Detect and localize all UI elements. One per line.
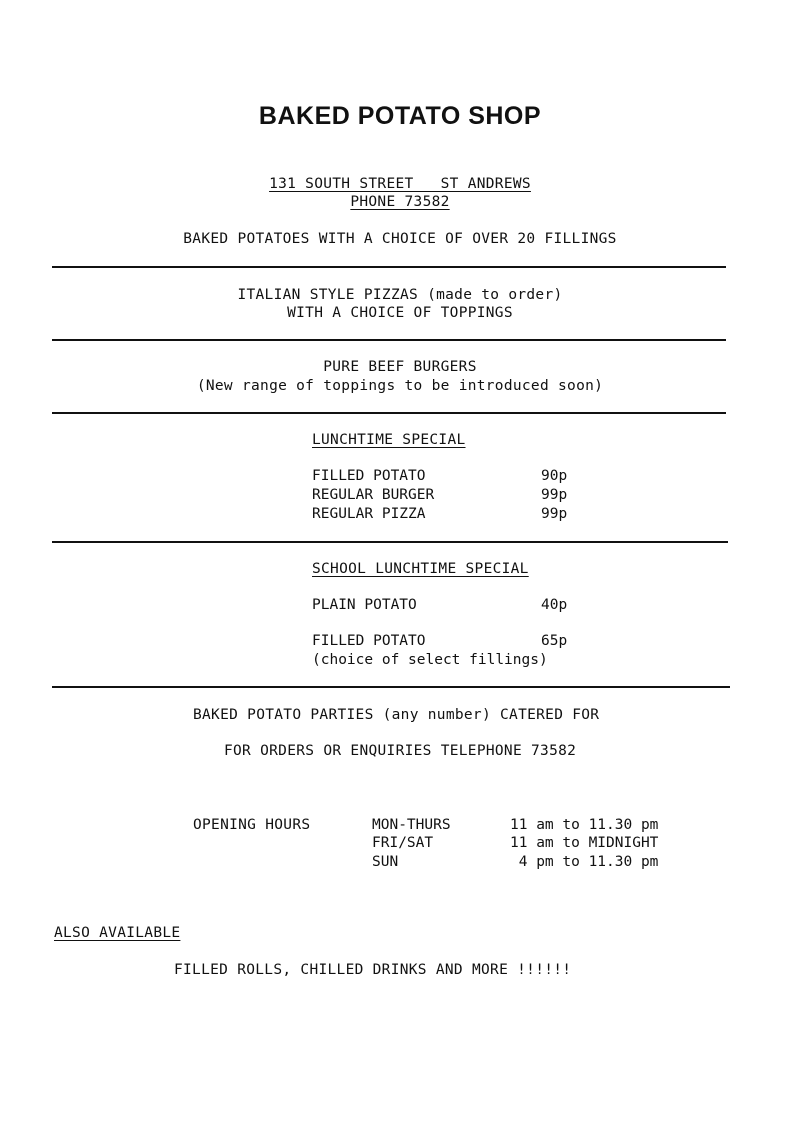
divider (52, 541, 728, 543)
also-available-heading: ALSO AVAILABLE (54, 925, 181, 941)
divider (52, 339, 726, 341)
burgers-line-2: (New range of toppings to be introduced soon) (196, 378, 604, 394)
hours-time: 4 pm to 11.30 pm (510, 854, 659, 870)
hours-time: 11 am to 11.30 pm (510, 817, 659, 833)
menu-item-price: 65p (541, 633, 568, 649)
menu-item-name: FILLED POTATO (312, 633, 426, 649)
menu-item-name: REGULAR PIZZA (312, 506, 426, 522)
pizzas-line-2: WITH A CHOICE OF TOPPINGS (287, 305, 513, 321)
phone: PHONE 73582 (350, 194, 450, 210)
burgers-line-1: PURE BEEF BURGERS (323, 359, 477, 375)
divider (52, 686, 730, 688)
menu-item-note: (choice of select fillings) (312, 652, 548, 668)
school-special-heading: SCHOOL LUNCHTIME SPECIAL (312, 561, 529, 577)
menu-item-price: 99p (541, 506, 568, 522)
divider (52, 412, 726, 414)
menu-item-price: 90p (541, 468, 568, 484)
hours-days: SUN (372, 854, 399, 870)
orders-text: FOR ORDERS OR ENQUIRIES TELEPHONE 73582 (224, 743, 577, 759)
also-available-text: FILLED ROLLS, CHILLED DRINKS AND MORE !!!!!! (174, 962, 572, 978)
hours-days: FRI/SAT (372, 835, 434, 851)
menu-item-name: PLAIN POTATO (312, 597, 417, 613)
menu-item-name: FILLED POTATO (312, 468, 426, 484)
lunchtime-special-heading: LUNCHTIME SPECIAL (312, 432, 466, 448)
menu-item-name: REGULAR BURGER (312, 487, 435, 503)
hours-days: MON-THURS (372, 817, 451, 833)
opening-hours-label: OPENING HOURS (193, 817, 311, 833)
menu-item-price: 99p (541, 487, 568, 503)
intro-text: BAKED POTATOES WITH A CHOICE OF OVER 20 FILLINGS (183, 231, 617, 247)
parties-text: BAKED POTATO PARTIES (any number) CATERED FOR (193, 707, 600, 723)
menu-item-price: 40p (541, 597, 568, 613)
hours-time: 11 am to MIDNIGHT (510, 835, 659, 851)
pizzas-line-1: ITALIAN STYLE PIZZAS (made to order) (237, 287, 563, 303)
address: 131 SOUTH STREET ST ANDREWS (269, 176, 531, 192)
divider (52, 266, 726, 268)
page-title: BAKED POTATO SHOP (258, 102, 542, 130)
